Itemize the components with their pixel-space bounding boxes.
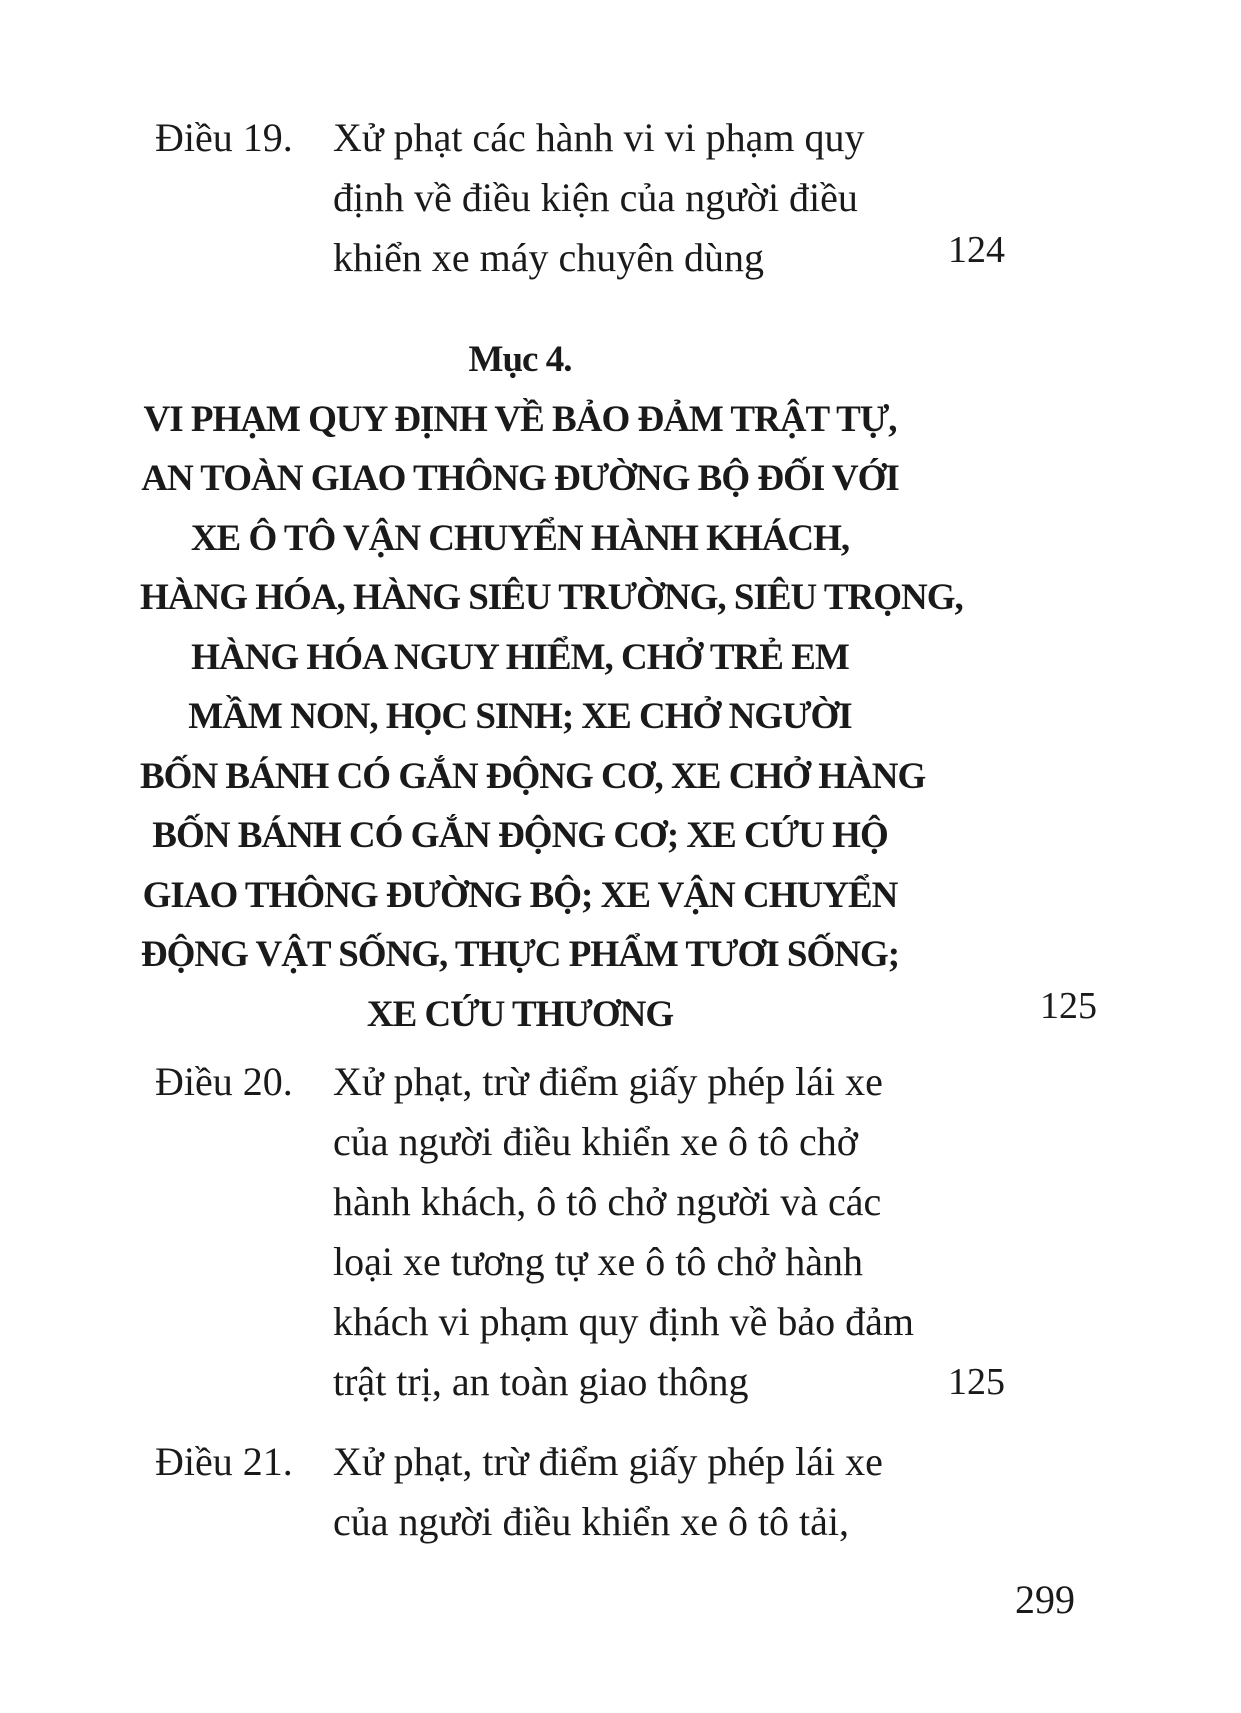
entry-title-line: Xử phạt, trừ điểm giấy phép lái xe	[333, 1439, 883, 1484]
entry-page-ref: 125	[948, 1361, 1005, 1403]
entry-title	[333, 108, 865, 288]
toc-entry-dieu-19[interactable]	[155, 108, 1115, 288]
section-title-line: XE Ô TÔ VẬN CHUYỂN HÀNH KHÁCH,	[190, 517, 850, 559]
entry-label: Điều 19.	[155, 115, 293, 160]
entry-page-ref: 124	[948, 229, 1005, 271]
entry-title-line: định về điều kiện của người điều	[333, 175, 858, 220]
entry-title	[333, 1052, 914, 1412]
section-title-line: BỐN BÁNH CÓ GẮN ĐỘNG CƠ, XE CHỞ HÀNG	[140, 755, 926, 797]
section-title-line: MẦM NON, HỌC SINH; XE CHỞ NGƯỜI	[188, 696, 852, 737]
section-title-line: VI PHẠM QUY ĐỊNH VỀ BẢO ĐẢM TRẬT TỰ,	[143, 398, 897, 440]
entry-label: Điều 21.	[155, 1439, 293, 1484]
entry-title-line: hành khách, ô tô chở người và các	[333, 1179, 882, 1224]
entry-title-line: khách vi phạm quy định về bảo đảm	[333, 1299, 914, 1344]
entry-title	[333, 1432, 883, 1552]
section-title-line: GIAO THÔNG ĐƯỜNG BỘ; XE VẬN CHUYỂN	[142, 874, 898, 916]
section-title-line: HÀNG HÓA, HÀNG SIÊU TRƯỜNG, SIÊU TRỌNG,	[140, 577, 963, 618]
entry-title-line: Xử phạt các hành vi vi phạm quy	[333, 115, 865, 160]
section-heading-muc-4[interactable]	[140, 330, 963, 1044]
section-number: Mục 4.	[468, 339, 572, 380]
entry-title-line: trật trị, an toàn giao thông	[333, 1359, 749, 1404]
entry-title-line: loại xe tương tự xe ô tô chở hành	[333, 1239, 863, 1284]
section-title-line: XE CỨU THƯƠNG	[366, 993, 674, 1035]
section-title-line: AN TOÀN GIAO THÔNG ĐƯỜNG BỘ ĐỐI VỚI	[141, 458, 899, 499]
entry-title-line: của người điều khiển xe ô tô chở	[333, 1119, 858, 1164]
section-title-line: HÀNG HÓA NGUY HIỂM, CHỞ TRẺ EM	[191, 636, 849, 678]
section-title-line: BỐN BÁNH CÓ GẮN ĐỘNG CƠ; XE CỨU HỘ	[152, 815, 888, 856]
entry-title-line: khiển xe máy chuyên dùng	[333, 235, 764, 280]
entry-label: Điều 20.	[155, 1059, 293, 1104]
section-page-ref: 125	[1040, 985, 1097, 1027]
page-number: 299	[1015, 1577, 1075, 1622]
entry-title-line: của người điều khiển xe ô tô tải,	[333, 1499, 850, 1544]
toc-entry-dieu-20[interactable]	[155, 1052, 1115, 1412]
entry-title-line: Xử phạt, trừ điểm giấy phép lái xe	[333, 1059, 883, 1104]
toc-entry-dieu-21[interactable]	[155, 1432, 1115, 1552]
section-title-line: ĐỘNG VẬT SỐNG, THỰC PHẨM TƯƠI SỐNG;	[140, 934, 900, 975]
